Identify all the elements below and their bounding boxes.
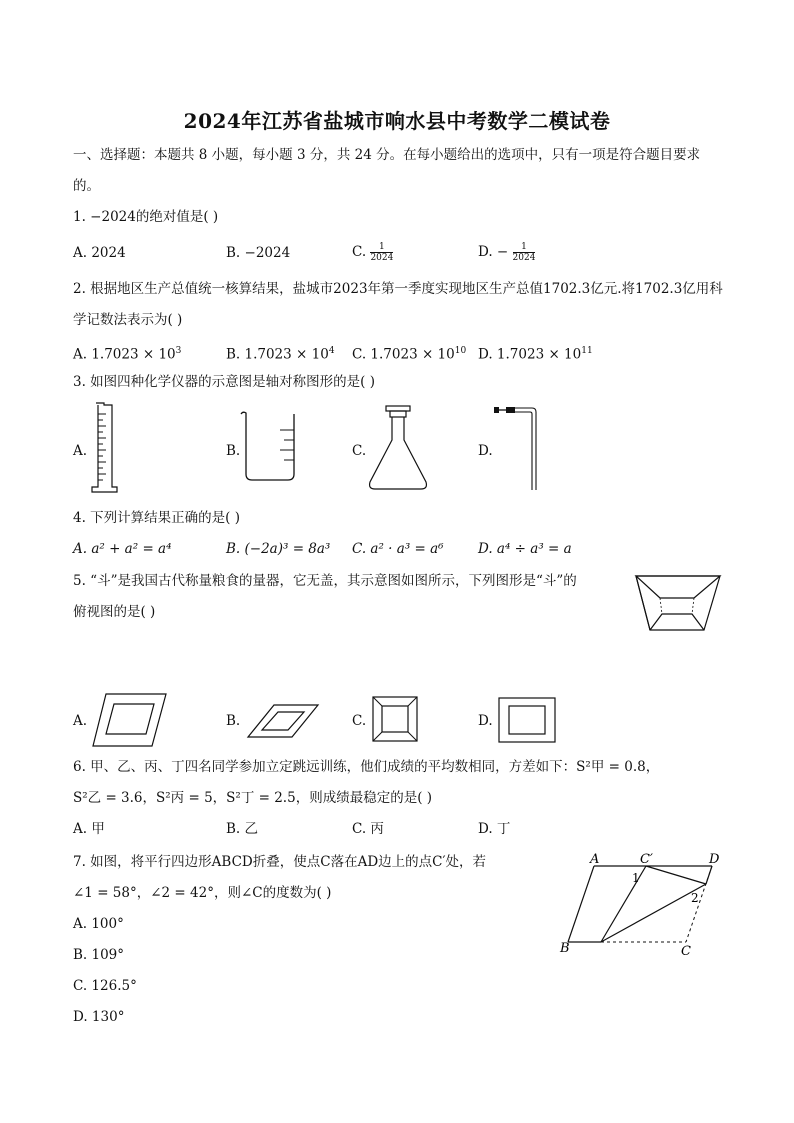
angle-label-1: 1 — [632, 871, 640, 885]
q1-option-a: A. 2024 — [73, 245, 126, 261]
graduated-cylinder-figure — [88, 402, 124, 494]
q3-option-b: B. — [226, 443, 241, 459]
q3-option-a: A. — [73, 443, 88, 459]
q5-figure-c-frustum-top — [372, 696, 418, 742]
q6-option-d: D. 丁 — [478, 821, 511, 837]
q2-option-c-exp: 10 — [454, 346, 467, 356]
q1-option-d-fraction — [513, 242, 536, 263]
label-b: B — [560, 941, 570, 956]
q2-option-c — [352, 342, 466, 364]
q2-stem-line1: 2. 根据地区生产总值统一核算结果，盐城市2023年第一季度实现地区生产总值1702.3亿元.将1702.3亿用科 — [73, 281, 723, 297]
conical-flask-figure — [366, 404, 430, 492]
q1-option-b: B. −2024 — [226, 245, 291, 261]
q5-option-c: C. — [352, 713, 367, 729]
q4-option-a: A. a² + a² = a⁴ — [73, 541, 172, 557]
label-a: A — [590, 852, 600, 867]
q4-stem: 4. 下列计算结果正确的是( ) — [73, 510, 240, 526]
q3-stem: 3. 如图四种化学仪器的示意图是轴对称图形的是( ) — [73, 374, 375, 390]
q2-option-b-exp: 4 — [328, 346, 335, 356]
q1-option-c — [352, 242, 393, 263]
angle-label-2: 2 — [691, 891, 699, 905]
q5-stem-line1: 5. “斗”是我国古代称量粮食的量器，它无盖，其示意图如图所示，下列图形是“斗”的 — [73, 573, 577, 589]
q1-option-d-label: D. − — [478, 244, 509, 260]
q2-option-b-text: B. 1.7023 × 10 — [226, 346, 329, 363]
beaker-figure — [238, 410, 298, 482]
q4-option-d: D. a⁴ ÷ a³ = a — [478, 541, 572, 557]
q7-parallelogram-figure — [556, 848, 726, 958]
bent-tube-figure — [492, 404, 544, 492]
q2-option-b — [226, 342, 335, 364]
q2-option-c-text: C. 1.7023 × 10 — [352, 346, 455, 363]
dou-vessel-figure — [634, 574, 722, 636]
section-header-line1: 一、选择题：本题共 8 小题，每小题 3 分，共 24 分。在每小题给出的选项中，只有一项是符合题目要求 — [73, 147, 701, 163]
page-title: 2024年江苏省盐城市响水县中考数学二模试卷 — [183, 109, 611, 133]
q5-option-b: B. — [226, 713, 241, 729]
q6-option-b: B. 乙 — [226, 821, 259, 837]
q1-option-d — [478, 242, 535, 263]
label-c-prime: C′ — [640, 852, 653, 867]
q7-stem-line2: ∠1 = 58°，∠2 = 42°，则∠C的度数为( ) — [73, 885, 332, 901]
q2-option-a-exp: 3 — [175, 346, 182, 356]
label-c: C — [681, 944, 691, 959]
q1-option-d-den: 2024 — [512, 253, 536, 263]
q1-option-c-fraction — [370, 242, 393, 263]
q6-option-c: C. 丙 — [352, 821, 384, 837]
q5-option-a: A. — [73, 713, 88, 729]
q1-stem: 1. −2024的绝对值是( ) — [73, 209, 219, 225]
q1-option-d-num: 1 — [513, 242, 536, 253]
q1-option-c-label: C. — [352, 244, 367, 260]
q4-option-b: B. (−2a)³ = 8a³ — [226, 541, 331, 557]
section-header-line2: 的。 — [73, 178, 100, 194]
q2-option-d — [478, 342, 593, 364]
q7-option-d: D. 130° — [73, 1009, 125, 1025]
q5-figure-b-rhombus — [246, 704, 320, 738]
q2-option-a-text: A. 1.7023 × 10 — [73, 346, 176, 363]
q2-option-d-exp: 11 — [581, 346, 593, 356]
q3-option-d: D. — [478, 443, 493, 459]
q5-figure-a-parallelogram — [92, 692, 168, 748]
q7-option-a: A. 100° — [73, 916, 124, 932]
q6-stem-line1: 6. 甲、乙、丙、丁四名同学参加立定跳远训练，他们成绩的平均数相同，方差如下：S²甲 = 0.8， — [73, 759, 660, 775]
q7-stem-line1: 7. 如图，将平行四边形ABCD折叠，使点C落在AD边上的点C′处，若 — [73, 854, 487, 870]
q5-figure-d-square-frame — [498, 697, 556, 743]
q1-option-c-num: 1 — [370, 242, 393, 253]
q2-option-d-text: D. 1.7023 × 10 — [478, 346, 582, 363]
q2-stem-line2: 学记数法表示为( ) — [73, 312, 183, 328]
q6-option-a: A. 甲 — [73, 821, 105, 837]
q5-stem-line2: 俯视图的是( ) — [73, 604, 156, 620]
q1-option-c-den: 2024 — [370, 253, 394, 263]
q3-option-c: C. — [352, 443, 367, 459]
label-d: D — [709, 852, 720, 867]
q5-option-d: D. — [478, 713, 493, 729]
q6-stem-line2: S²乙 = 3.6，S²丙 = 5，S²丁 = 2.5，则成绩最稳定的是( ) — [73, 790, 433, 806]
q7-option-b: B. 109° — [73, 947, 125, 963]
q4-option-c: C. a² · a³ = a⁶ — [352, 541, 444, 557]
q7-option-c: C. 126.5° — [73, 978, 137, 994]
q2-option-a — [73, 342, 181, 364]
